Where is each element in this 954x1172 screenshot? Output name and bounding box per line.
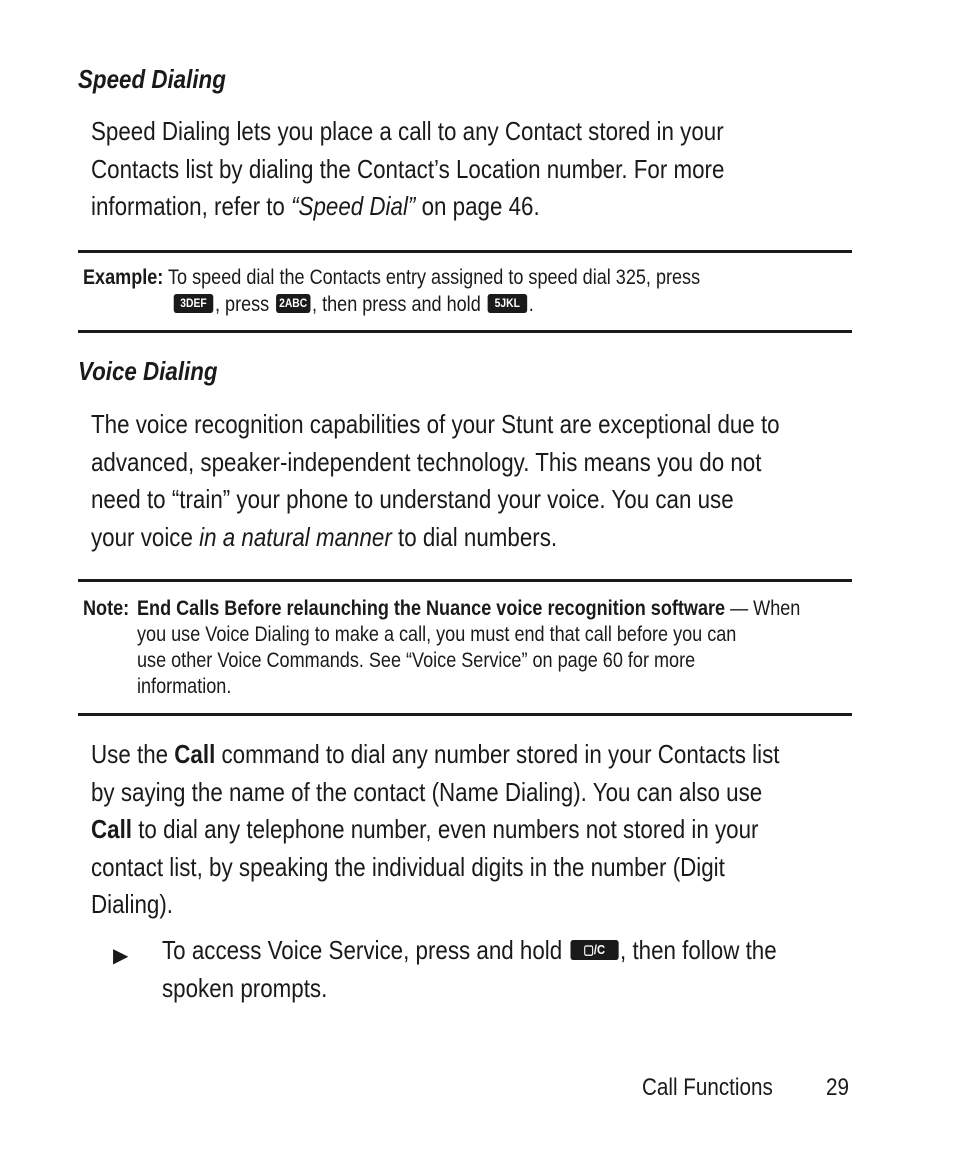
heading-voice-dialing: Voice Dialing — [78, 356, 218, 386]
example-text: To speed dial the Contacts entry assigned to speed dial 325, press — [168, 266, 701, 289]
text-line: The voice recognition capabilities of your Stunt are exceptional due to — [91, 409, 780, 439]
text-line: need to “train” your phone to understand your voice. You can use — [91, 484, 734, 514]
divider — [78, 330, 852, 333]
text-line: contact list, by speaking the individual digits in the number (Digit — [91, 851, 725, 882]
note-label: Note: — [83, 597, 130, 620]
voice-dialing-paragraph — [91, 406, 892, 556]
speed-dialing-paragraph — [91, 113, 828, 226]
divider — [78, 579, 852, 582]
example-label: Example: — [83, 266, 164, 289]
heading-speed-dialing: Speed Dialing — [78, 64, 226, 94]
call-command-paragraph — [91, 736, 892, 924]
text-line: information, refer to “Speed Dial” on page 46. — [91, 191, 540, 221]
text-line: Dialing). — [91, 889, 174, 919]
key-2abc-icon: 2ABC — [276, 294, 310, 313]
voice-command-key-icon: ▢/C — [570, 940, 618, 960]
text-line: information. — [137, 675, 232, 698]
text-line: your voice in a natural manner to dial numbers. — [91, 521, 558, 552]
text-line: Use the Call command to dial any number stored in your Contacts list — [91, 739, 780, 769]
key-5jkl-icon: 5JKL — [487, 294, 527, 313]
text-line: advanced, speaker-independent technology. This means you do not — [91, 446, 762, 477]
voice-service-instruction — [162, 932, 877, 1007]
note-label-block — [83, 596, 137, 622]
example-block — [83, 265, 801, 291]
note-bold-text: End Calls Before relaunching the Nuance voice recognition software — [137, 597, 726, 620]
text-line: Speed Dialing lets you place a call to any Contact stored in your — [91, 116, 724, 146]
page-number: 29 — [826, 1074, 849, 1101]
example-keys-line: 3DEF , press 2ABC , then press and hold 5JKL . — [172, 292, 593, 318]
text-line: Contacts list by dialing the Contact’s Location number. For more — [91, 153, 725, 184]
text-line: use other Voice Commands. See “Voice Service” on page 60 for more — [137, 649, 696, 672]
key-3def-icon: 3DEF — [174, 294, 214, 313]
text-line: spoken prompts. — [162, 972, 328, 1003]
text-line: you use Voice Dialing to make a call, you must end that call before you can — [137, 623, 737, 646]
divider — [78, 713, 852, 716]
note-body: End Calls Before relaunching the Nuance voice recognition software — When you use Voice Dialing to make a call, you must end that call before you can use other Voice Commands. See “Voice Service” on page 60 for more information. — [137, 597, 801, 698]
text-line: by saying the name of the contact (Name Dialing). You can also use — [91, 776, 763, 807]
footer-section-title: Call Functions — [642, 1074, 773, 1101]
divider — [78, 250, 852, 253]
text-line: To access Voice Service, press and hold ▢/C , then follow the — [162, 935, 777, 965]
bullet-arrow-icon: ▶ — [113, 945, 129, 967]
text-line: Call to dial any telephone number, even numbers not stored in your — [91, 814, 759, 844]
